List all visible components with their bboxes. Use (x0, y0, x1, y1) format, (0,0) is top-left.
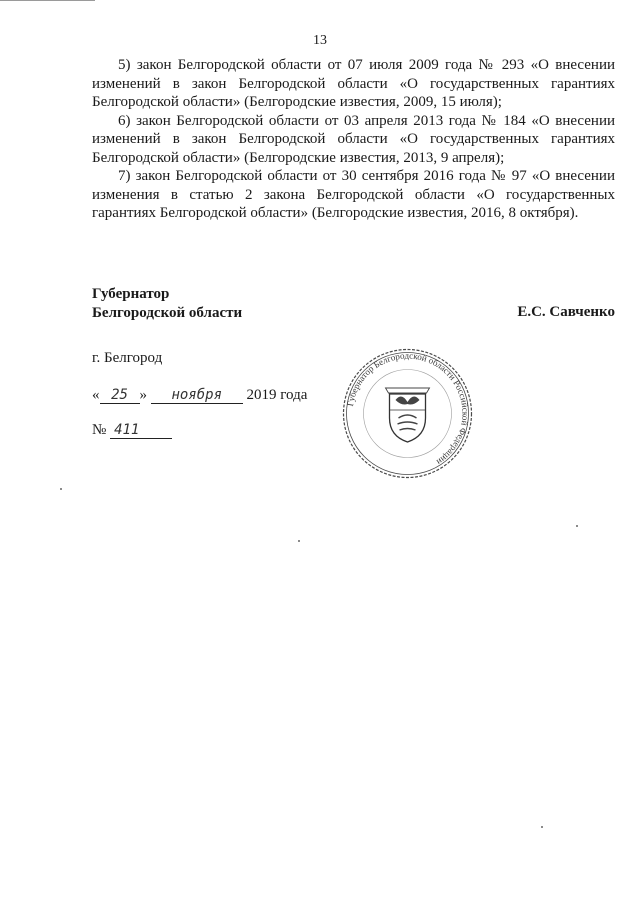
scan-speck (298, 540, 300, 542)
date-line (92, 387, 307, 404)
law-item-6: 6) закон Белгородской области от 03 апреля 2013 года № 184 «О внесении изменений в закон Белгородской области «О государственных гарантиях Белгородской области» (Белгородские известия, 2013, 9 апреля); (92, 112, 615, 166)
date-open-quote: « (92, 387, 100, 403)
document-number: 411 (110, 422, 172, 439)
coat-of-arms-icon (386, 388, 430, 442)
date-year: 2019 года (246, 387, 308, 403)
law-item-7: 7) закон Белгородской области от 30 сентября 2016 года № 97 «О внесении изменения в статью 2 закона Белгородской области «О государственных гарантиях Белгородской области» (Белгородские известия, 2016, 8 октября). (92, 168, 615, 221)
signatory-title (92, 285, 242, 322)
signatory-title-line1: Губернатор (92, 286, 170, 302)
page-number: 13 (313, 33, 327, 48)
signatory-name: Е.С. Савченко (517, 304, 615, 320)
number-line (92, 422, 172, 439)
scan-speck (541, 826, 543, 828)
law-item-5: 5) закон Белгородской области от 07 июля 2009 года № 293 «О внесении изменений в закон Белгородской области «О государственных гарантиях Белгородской области» (Белгородские известия, 2009, 15 июля); (92, 57, 615, 110)
scan-edge-line (0, 0, 95, 1)
city-line: г. Белгород (92, 350, 163, 366)
seal-ring-text: Губернатор Белгородской области Российской Федерации (344, 350, 471, 468)
date-month: ноября (151, 387, 243, 404)
official-seal (340, 346, 475, 481)
scan-speck (576, 525, 578, 527)
scan-speck (60, 488, 62, 490)
date-day: 25 (100, 387, 140, 404)
signatory-title-line2: Белгородской области (92, 304, 243, 321)
number-sign: № (92, 422, 107, 438)
law-list (92, 56, 615, 223)
date-close-quote: » (139, 387, 147, 403)
